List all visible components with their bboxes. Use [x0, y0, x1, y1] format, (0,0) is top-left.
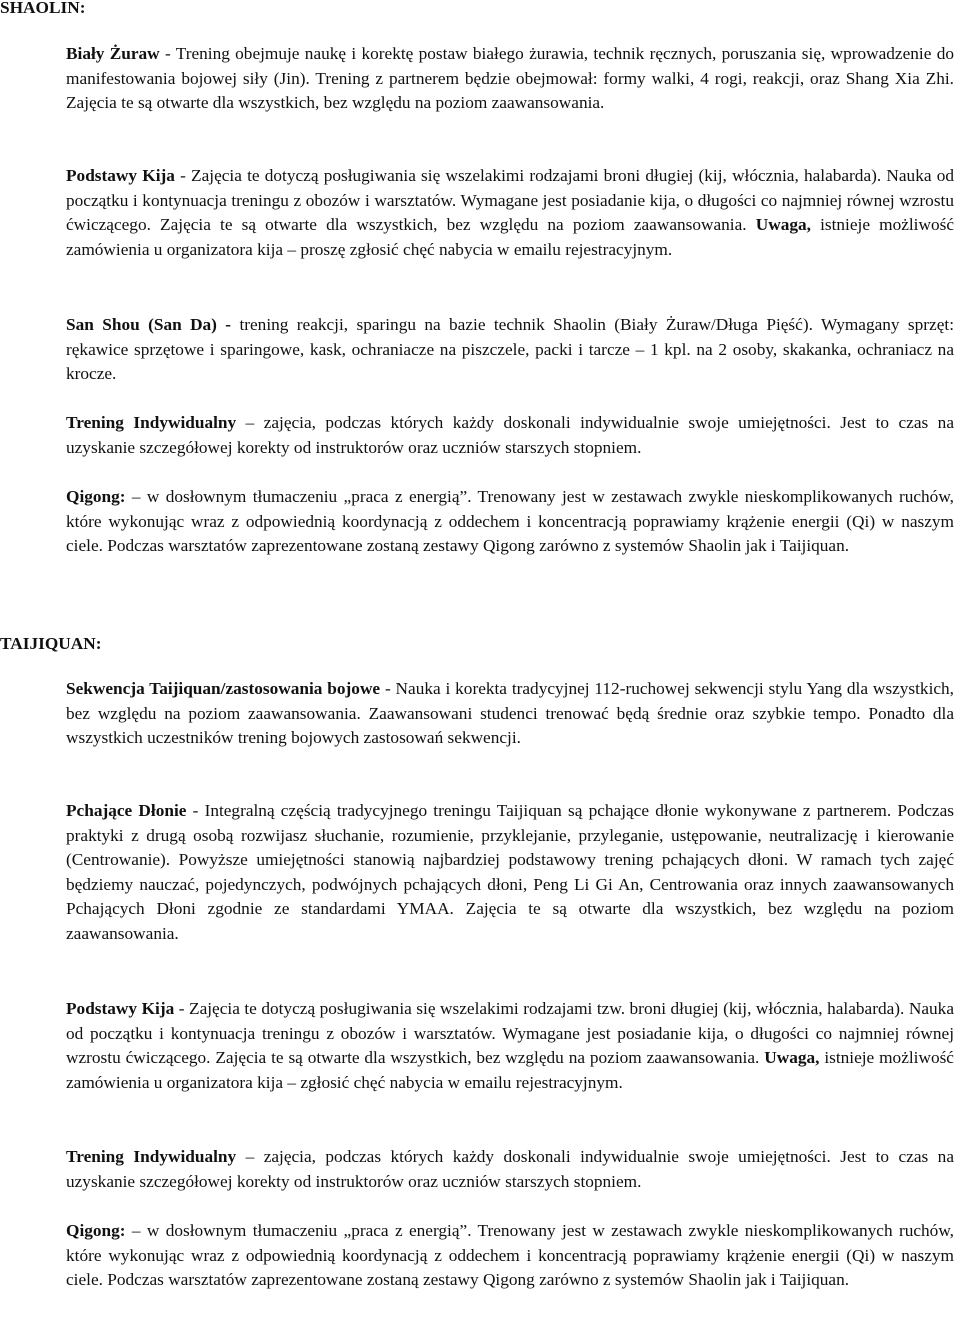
paragraph-bialy-zuraw [66, 42, 954, 116]
paragraph-title: Biały Żuraw [66, 44, 160, 63]
paragraph-title: Qigong: [66, 1221, 126, 1240]
paragraph-title: Podstawy Kija [66, 166, 175, 185]
paragraph-trening-indywidualny-taijiquan [66, 1145, 954, 1194]
paragraph-title: Sekwencja Taijiquan/zastosowania bojowe [66, 679, 381, 698]
paragraph-title: Trening Indywidualny [66, 1147, 237, 1166]
paragraph-qigong-shaolin [66, 485, 954, 559]
paragraph-text: - Zajęcia te dotyczą posługiwania się wszelakimi rodzajami broni długiej (kij, włócznia, halabarda). Nauka od początku i kontynuacja treningu z obozów i warsztatów. Wymagane jest posiadanie kija, o długości co najmniej równej wzrostu ćwiczącego. Zajęcia te są otwarte dla wszystkich, bez względu na poziom zaawansowania. [66, 166, 954, 235]
paragraph-trening-indywidualny-shaolin [66, 411, 954, 460]
note-text: istnieje możliwość zamówienia u organizatora kija – proszę zgłosić chęć nabycia w emailu rejestracyjnym. [66, 215, 954, 259]
paragraph-text: - Trening obejmuje naukę i korektę postaw białego żurawia, technik ręcznych, poruszania się, wprowadzenie do manifestowania bojowej siły (Jin). Trening z partnerem będzie obejmował: formy walki, 4 rogi, reakcji, oraz Shang Xia Zhi. Zajęcia te są otwarte dla wszystkich, bez względu na poziom zaawansowania. [66, 44, 954, 113]
section-heading-shaolin: SHAOLIN: [0, 0, 86, 17]
paragraph-text: - Nauka i korekta tradycyjnej 112-ruchowej sekwencji stylu Yang dla wszystkich, bez względu na poziom zaawansowania. Zaawansowani studenci trenować będą średnie oraz szybkie tempo. Ponadto dla wszystkich uczestników trening bojowych zastosowań sekwencji. [66, 679, 954, 748]
note-label: Uwaga, [764, 1048, 820, 1068]
paragraph-text: – zajęcia, podczas których każdy doskonali indywidualnie swoje umiejętności. Jest to czas na uzyskanie szczegółowej korekty od instruktorów oraz uczniów starszych stopniem. [66, 1147, 954, 1191]
paragraph-title: Pchające Dłonie [66, 801, 187, 820]
paragraph-title: Trening Indywidualny [66, 413, 237, 432]
paragraph-qigong-taijiquan [66, 1219, 954, 1293]
paragraph-podstawy-kija-taijiquan [66, 997, 954, 1095]
paragraph-text: - Integralną częścią tradycyjnego treningu Taijiquan są pchające dłonie wykonywane z partnerem. Podczas praktyki z drugą osobą rozwijasz słuchanie, rozumienie, przyklejanie, przyleganie, ustępowanie, neutralizację i kierowanie (Centrowanie). Powyższe umiejętności stanowią najbardziej podstawowy trening pchających dłoni. W ramach tych zajęć będziemy nauczać, pojedynczych, podwójnych pchających dłoni, Peng Li Gi An, Centrowania oraz innych zaawansowanych Pchających Dłoni zgodnie ze standardami YMAA. Zajęcia te są otwarte dla wszystkich, bez względu na poziom zaawansowania. [66, 801, 954, 943]
paragraph-sekwencja-taijiquan [66, 677, 954, 751]
paragraph-podstawy-kija-shaolin [66, 164, 954, 262]
paragraph-title: Podstawy Kija [66, 999, 175, 1018]
paragraph-text: – w dosłownym tłumaczeniu „praca z energią”. Trenowany jest w zestawach zwykle nieskomplikowanych ruchów, które wykonując wraz z odpowiednią koordynacją z oddechem i koncentracją poprawiamy krążenie energii (Qi) w naszym ciele. Podczas warsztatów zaprezentowane zostaną zestawy Qigong zarówno z systemów Shaolin jak i Taijiquan. [66, 1221, 954, 1290]
paragraph-text: – zajęcia, podczas których każdy doskonali indywidualnie swoje umiejętności. Jest to czas na uzyskanie szczegółowej korekty od instruktorów oraz uczniów starszych stopniem. [66, 413, 954, 457]
paragraph-title: Qigong: [66, 487, 126, 506]
paragraph-pchajace-dlonie [66, 799, 954, 947]
paragraph-text: trening reakcji, sparingu na bazie technik Shaolin (Biały Żuraw/Długa Pięść). Wymagany sprzęt: rękawice sprzętowe i sparingowe, kask, ochraniacze na piszczele, packi i tarcze – 1 kpl. na 2 osoby, skakanka, ochraniacz na krocze. [66, 315, 954, 384]
paragraph-text: – w dosłownym tłumaczeniu „praca z energią”. Trenowany jest w zestawach zwykle nieskomplikowanych ruchów, które wykonując wraz z odpowiednią koordynacją z oddechem i koncentracją poprawiamy krążenie energii (Qi) w naszym ciele. Podczas warsztatów zaprezentowane zostaną zestawy Qigong zarówno z systemów Shaolin jak i Taijiquan. [66, 487, 954, 556]
note-text: istnieje możliwość zamówienia u organizatora kija – zgłosić chęć nabycia w emailu rejestracyjnym. [66, 1048, 954, 1092]
section-heading-taijiquan: TAIJIQUAN: [0, 634, 102, 653]
paragraph-san-shou [66, 313, 954, 387]
paragraph-text: - Zajęcia te dotyczą posługiwania się wszelakimi rodzajami tzw. broni długiej (kij, włócznia, halabarda). Nauka od początku i kontynuacja treningu z obozów i warsztatów. Wymagane jest posiadanie kija, o długości co najmniej równej wzrostu ćwiczącego. Zajęcia te są otwarte dla wszystkich, bez względu na poziom zaawansowania. [66, 999, 954, 1068]
note-label: Uwaga, [755, 215, 811, 235]
paragraph-title: San Shou (San Da) - [66, 315, 232, 334]
